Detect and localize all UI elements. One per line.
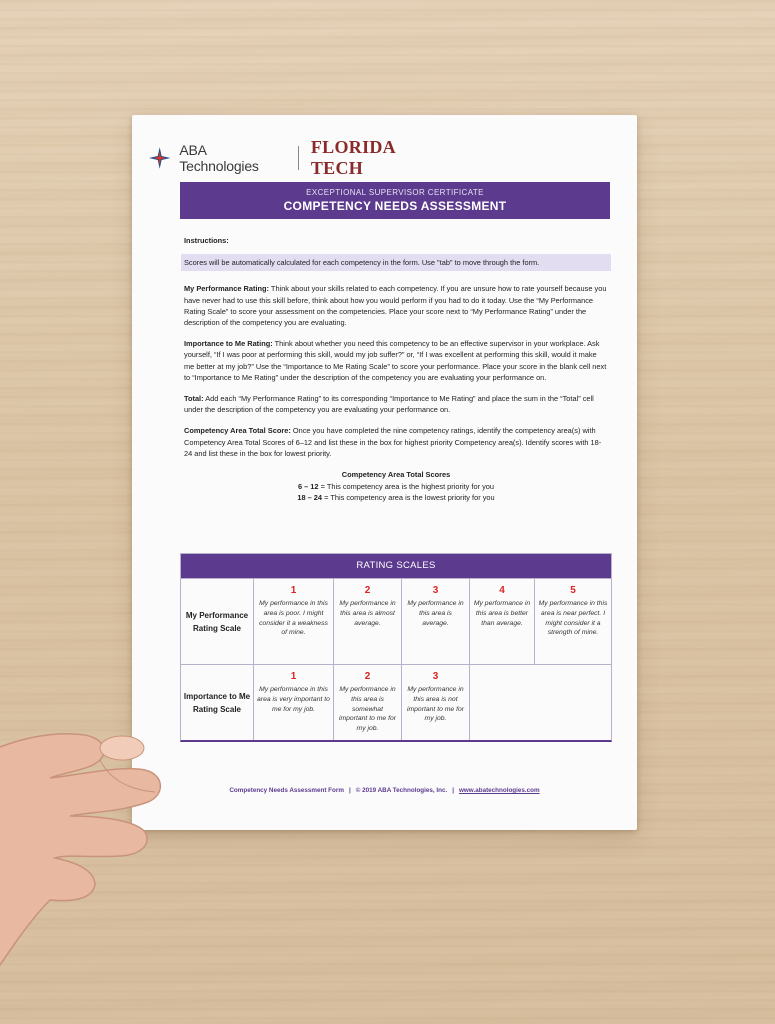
importance-paragraph [184,338,608,383]
scale-description: My performance in this area is better than average. [473,600,531,627]
scale-description: My performance in this area is somewhat important to me for my job. [338,686,397,733]
page-title: COMPETENCY NEEDS ASSESSMENT [283,199,507,213]
scale-number: 5 [570,585,576,596]
scale-number: 4 [499,585,505,596]
scale-cell [401,579,469,664]
importance-text: Think about whether you need this competency to be an effective supervisor in your workplace. Ask yourself, “If I was poor at performing this skill, would my job suffer?” or, “If I was excellent at performing this skill, would it make me better at my job?” Use the “Importance to Me Rating Scale” to score your performance. Place your score in the blank cell next to “Importance to Me Rating” under the description of the competency you are evaluating your performance on. [184,339,607,382]
importance-scale-label: Importance to Me Rating Scale [183,691,251,714]
low-priority-range: 18 – 24 [297,493,323,503]
total-text: Add each “My Performance Rating” to its corresponding “Importance to Me Rating” and place the sum in the “Total” cell under the description of the competency you are evaluating your performance on. [184,394,594,415]
total-scores-line-low [184,492,608,504]
scale-number: 1 [290,671,297,682]
scale-cell [333,665,401,740]
importance-label: Importance to Me Rating: [184,339,273,349]
aba-logo-icon [148,146,171,170]
logo-divider [298,146,299,170]
auto-calc-note: Scores will be automatically calculated for each competency in the form. Use "tab" to move through the form. [181,254,611,271]
rating-scales-table [180,553,612,742]
performance-text: Think about your skills related to each competency. If you are unsure how to rate yourself because you have never had to use this skill before, think about how you would perform if you had to do it today. Use the “My Performance Rating Scale” to score your assessment on the competencies. Place your score next to “My Performance Rating” under the description of the competency you are evaluating. [184,284,607,328]
low-priority-text: = This competency area is the lowest priority for you [322,493,495,503]
scale-number: 2 [364,671,371,682]
area-score-paragraph [184,425,608,459]
scale-number: 3 [432,585,439,596]
scale-description: My performance in this area is near perfect. I might consider it a strength of mine. [538,600,608,637]
total-scores-line-high [184,481,608,493]
instructions-section [184,235,608,504]
performance-label: My Performance Rating: [184,284,270,294]
footer-url-link[interactable]: www.abatechnologies.com [459,787,540,794]
scale-cell [469,579,534,664]
banner-subtitle: EXCEPTIONAL SUPERVISOR CERTIFICATE [306,188,484,197]
rating-scales-header: RATING SCALES [181,554,611,578]
total-paragraph [184,393,608,415]
aba-logo-text: ABA Technologies [179,142,259,174]
performance-scale-label: My Performance Rating Scale [185,610,249,633]
scale-cell [253,579,333,664]
scale-number: 1 [290,585,297,596]
high-priority-text: = This competency area is the highest priority for you [318,481,495,491]
importance-scale-row [181,664,611,740]
footer-form-name: Competency Needs Assessment Form [229,787,344,794]
area-score-label: Competency Area Total Score: [184,426,291,436]
total-scores-legend [184,469,608,504]
total-scores-heading: Competency Area Total Scores [341,470,451,480]
scale-cell [333,579,401,664]
scale-description: My performance in this area is average. [407,600,464,627]
logo-row [148,137,448,178]
area-score-text: Once you have completed the nine competency ratings, identify the competency area(s) with Competency Area Total Scores of 6–12 and list these in the box for highest priority Competency area(s). Identify scores with 18-24 and list these in the box for lowest priority. [184,426,602,458]
high-priority-range: 6 – 12 [297,481,319,491]
hand-icon [0,720,230,1024]
performance-scale-row [181,578,611,664]
scale-description: My performance in this area is almost average. [339,600,396,627]
scale-description: My performance in this area is very important to me for my job. [257,686,330,713]
scale-description: My performance in this area is poor. I might consider it a weakness of mine. [259,600,328,637]
scale-cell [253,665,333,740]
scale-cell [401,665,469,740]
scale-cell [534,579,611,664]
instructions-heading: Instructions: [184,236,229,245]
florida-tech-logo: FLORIDA TECH [310,137,395,178]
footer-divider: | [348,787,351,794]
footer-copyright: © 2019 ABA Technologies, Inc. [355,787,448,794]
empty-cell [469,665,611,740]
performance-paragraph [184,283,608,328]
title-banner [180,182,610,219]
scale-number: 2 [364,585,371,596]
scale-description: My performance in this area is not important to me for my job. [406,686,465,723]
footer-divider: | [452,787,455,794]
scale-number: 3 [432,671,439,682]
total-label: Total: [184,394,204,404]
